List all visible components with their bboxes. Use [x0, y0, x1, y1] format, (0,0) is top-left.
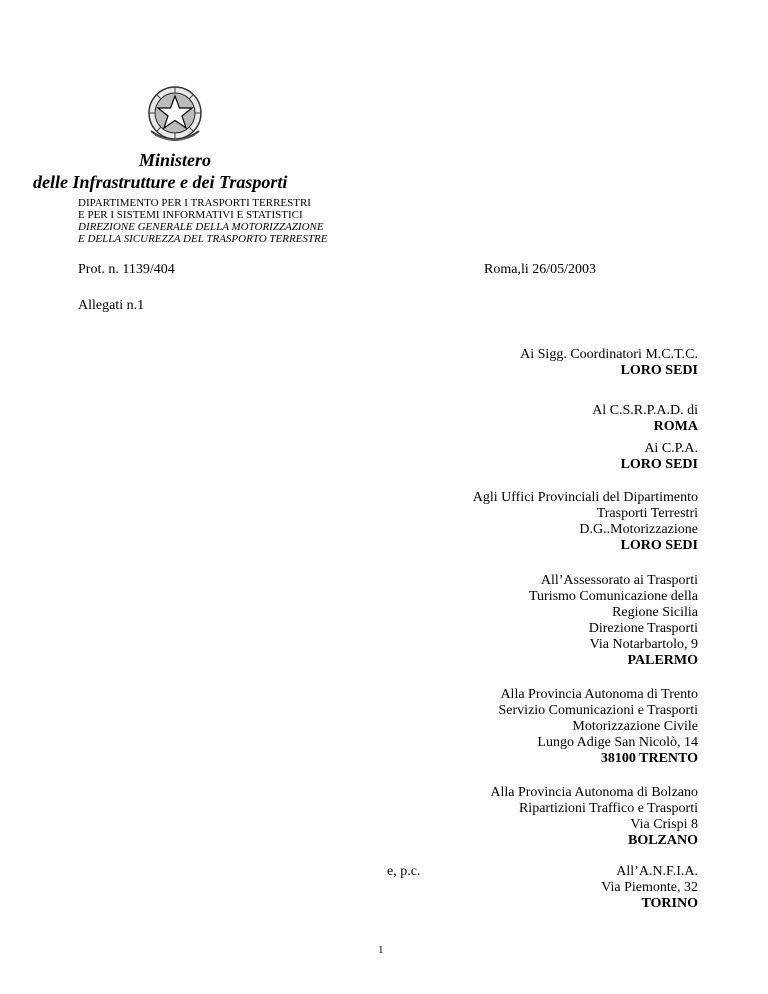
recipient-block — [621, 441, 698, 473]
recipient-line: Ripartizioni Traffico e Trasporti — [518, 801, 698, 816]
recipient-line: Trasporti Terrestri — [596, 506, 698, 521]
protocol-number: Prot. n. 1139/404 — [78, 262, 175, 277]
recipient-line: Turismo Comunicazione della — [528, 589, 698, 604]
recipient-line: Alla Provincia Autonoma di Trento — [500, 687, 698, 702]
recipient-location: ROMA — [653, 419, 698, 434]
recipient-line: Regione Sicilia — [612, 605, 698, 620]
directorate-line-2: E DELLA SICUREZZA DEL TRASPORTO TERRESTRE — [78, 233, 328, 245]
recipient-location: 38100 TRENTO — [600, 751, 698, 766]
directorate-line-1: DIREZIONE GENERALE DELLA MOTORIZZAZIONE — [78, 221, 324, 233]
recipient-line: Agli Uffici Provinciali del Dipartimento — [472, 490, 698, 505]
recipient-line: D.G..Motorizzazione — [579, 522, 698, 537]
recipient-line: All’Assessorato ai Trasporti — [540, 573, 698, 588]
attachments-count: Allegati n.1 — [78, 298, 145, 313]
recipient-location: LORO SEDI — [620, 457, 698, 472]
ministry-full-name: delle Infrastrutture e dei Trasporti — [33, 172, 288, 192]
recipient-line: Lungo Adige San Nicolò, 14 — [537, 735, 698, 750]
department-line-2: E PER I SISTEMI INFORMATIVI E STATISTICI — [78, 209, 303, 221]
department-line-1: DIPARTIMENTO PER I TRASPORTI TERRESTRI — [78, 197, 311, 209]
recipient-line: Ai C.P.A. — [644, 441, 698, 456]
recipient-line: Alla Provincia Autonoma di Bolzano — [490, 785, 698, 800]
italian-republic-emblem-icon — [143, 83, 207, 147]
recipient-block — [490, 785, 698, 849]
page-number: 1 — [378, 944, 384, 956]
date-line: Roma,li 26/05/2003 — [484, 262, 596, 277]
recipient-block — [592, 403, 698, 435]
recipient-line: Via Notarbartolo, 9 — [589, 637, 698, 652]
recipient-block — [529, 573, 698, 669]
cc-recipient-block — [601, 864, 698, 912]
recipient-line: Al C.S.R.P.A.D. di — [592, 403, 698, 418]
recipient-line: Direzione Trasporti — [588, 621, 698, 636]
recipient-block — [520, 347, 698, 379]
recipient-line: All’A.N.F.I.A. — [616, 864, 698, 879]
ministry-name: Ministero — [138, 150, 212, 170]
cc-label: e, p.c. — [387, 864, 421, 879]
recipient-location: PALERMO — [627, 653, 698, 668]
recipient-line: Servizio Comunicazioni e Trasporti — [498, 703, 698, 718]
recipient-line: Ai Sigg. Coordinatori M.C.T.C. — [520, 347, 698, 362]
recipient-location: BOLZANO — [627, 833, 698, 848]
recipient-block — [499, 687, 698, 767]
recipient-location: LORO SEDI — [620, 538, 698, 553]
recipient-block — [473, 490, 698, 554]
recipient-location: TORINO — [641, 896, 698, 911]
recipient-line: Motorizzazione Civile — [572, 719, 698, 734]
recipient-line: Via Crispi 8 — [630, 817, 698, 832]
recipient-location: LORO SEDI — [620, 363, 698, 378]
recipient-line: Via Piemonte, 32 — [601, 880, 698, 895]
